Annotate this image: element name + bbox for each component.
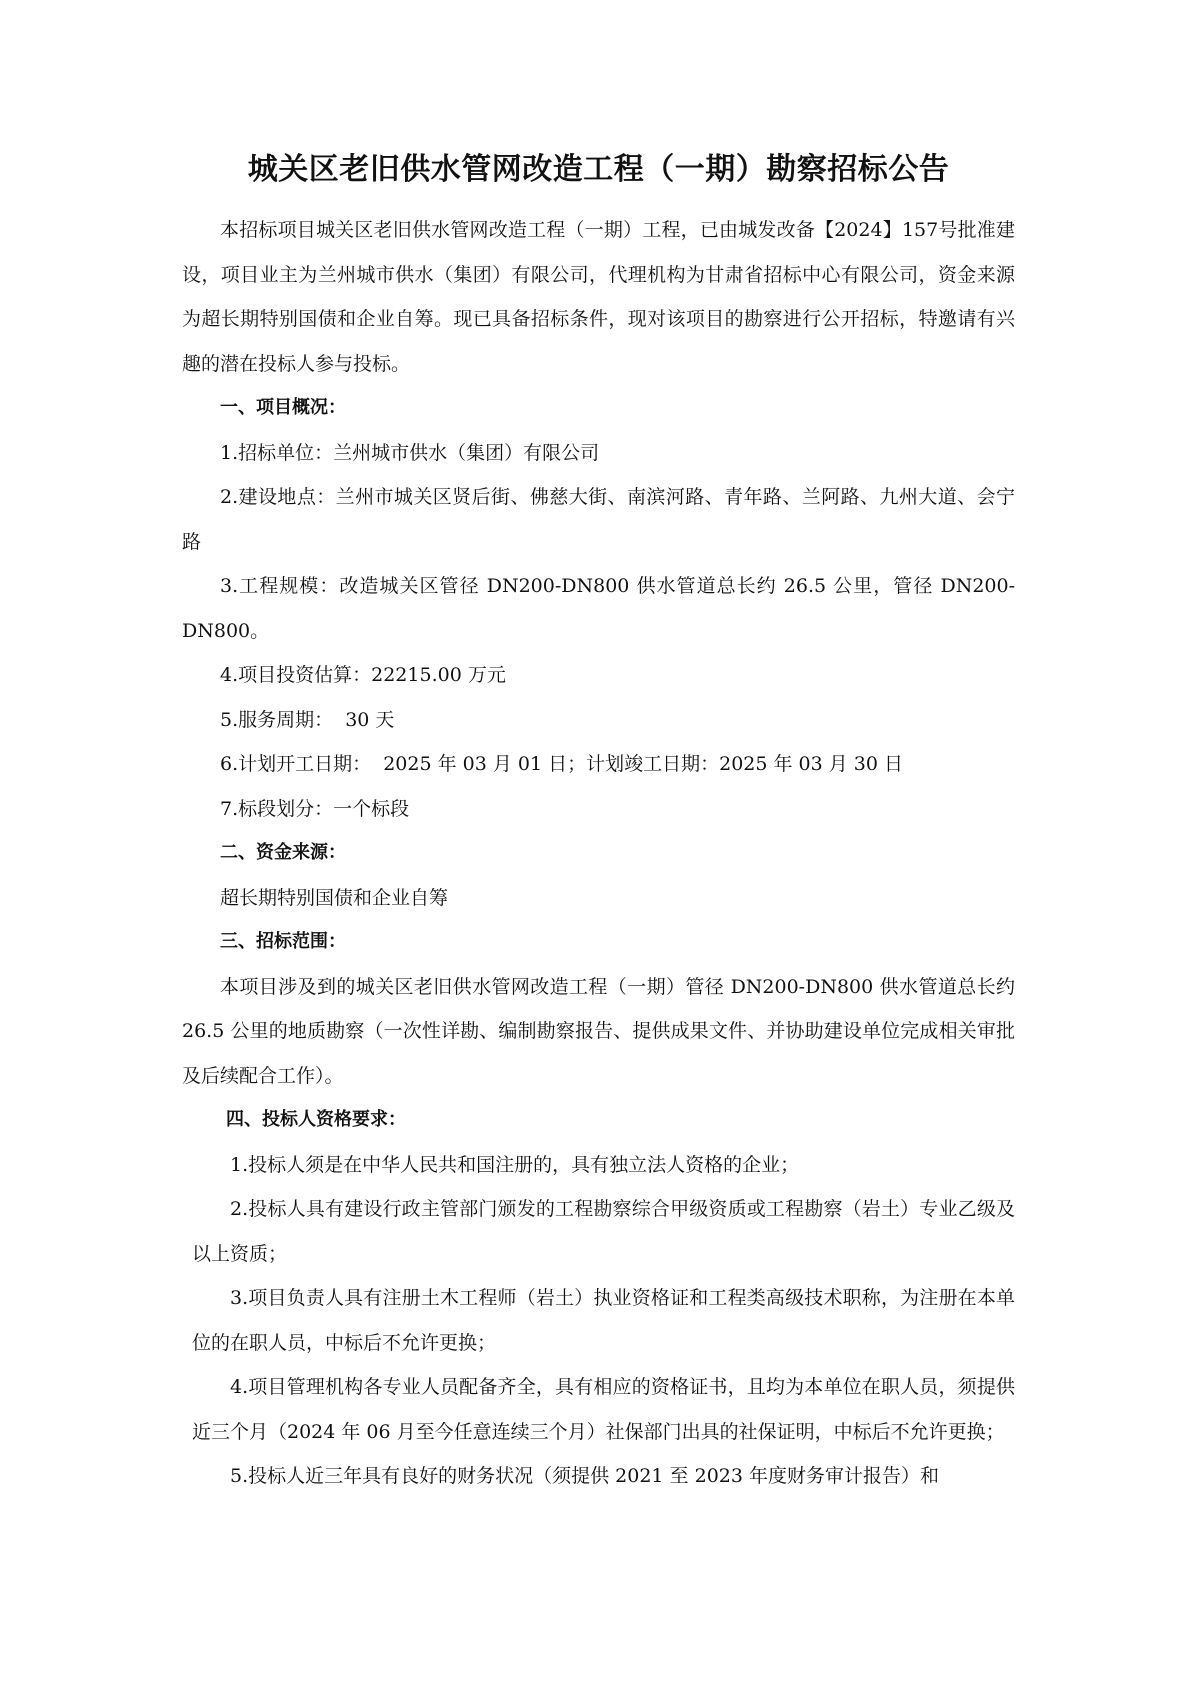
overview-item-scale: 3.工程规模：改造城关区管径 DN200-DN800 供水管道总长约 26.5 公里，管径 DN200-DN800。 — [182, 575, 1015, 642]
document-title: 城关区老旧供水管网改造工程（一期）勘察招标公告 — [247, 152, 950, 187]
section-heading-funding-source: 二、资金来源： — [220, 842, 346, 863]
bidding-scope-text: 本项目涉及到的城关区老旧供水管网改造工程（一期）管径 DN200-DN800 供水管道总长约 26.5 公里的地质勘察（一次性详勘、编制勘察报告、提供成果文件、并协助建设单位完成相关审批及后续配合工作）。 — [182, 975, 1015, 1087]
overview-item-location: 2.建设地点：兰州市城关区贤后街、佛慈大街、南滨河路、青年路、兰阿路、九州大道、会宁路 — [182, 486, 1015, 553]
section-heading-project-overview: 一、项目概况： — [220, 397, 346, 418]
funding-source-text: 超长期特别国债和企业自筹 — [220, 886, 449, 909]
overview-item-investment: 4.项目投资估算：22215.00 万元 — [220, 664, 506, 686]
qualification-item-financial: 5.投标人近三年具有良好的财务状况（须提供 2021 至 2023 年度财务审计报告）和 — [230, 1465, 939, 1487]
overview-item-schedule: 6.计划开工日期： 2025 年 03 月 01 日；计划竣工日期：2025 年 03 月 30 日 — [220, 753, 904, 775]
qualification-item-certification: 2.投标人具有建设行政主管部门颁发的工程勘察综合甲级资质或工程勘察（岩土）专业乙级及以上资质； — [192, 1198, 1015, 1265]
section-heading-bidder-qualifications: 四、投标人资格要求： — [226, 1109, 406, 1130]
qualification-item-project-leader: 3.项目负责人具有注册土木工程师（岩土）执业资格证和工程类高级技术职称，为注册在本单位的在职人员，中标后不允许更换； — [192, 1287, 1015, 1354]
intro-paragraph: 本招标项目城关区老旧供水管网改造工程（一期）工程，已由城发改备【2024】157号批准建设，项目业主为兰州城市供水（集团）有限公司，代理机构为甘肃省招标中心有限公司，资金来源为超长期特别国债和企业自筹。现已具备招标条件，现对该项目的勘察进行公开招标，特邀请有兴趣的潜在投标人参与投标。 — [182, 219, 1015, 375]
section-heading-bidding-scope: 三、招标范围： — [220, 931, 346, 952]
overview-item-lot-division: 7.标段划分：一个标段 — [220, 797, 410, 820]
qualification-item-staffing: 4.项目管理机构各专业人员配备齐全，具有相应的资格证书，且均为本单位在职人员，须提供近三个月（2024 年 06 月至今任意连续三个月）社保部门出具的社保证明，中标后不允许更换； — [192, 1376, 1015, 1443]
overview-item-bidding-unit: 1.招标单位：兰州城市供水（集团）有限公司 — [220, 441, 600, 464]
overview-item-service-period: 5.服务周期： 30 天 — [220, 708, 395, 731]
qualification-item-registration: 1.投标人须是在中华人民共和国注册的，具有独立法人资格的企业； — [230, 1153, 800, 1176]
